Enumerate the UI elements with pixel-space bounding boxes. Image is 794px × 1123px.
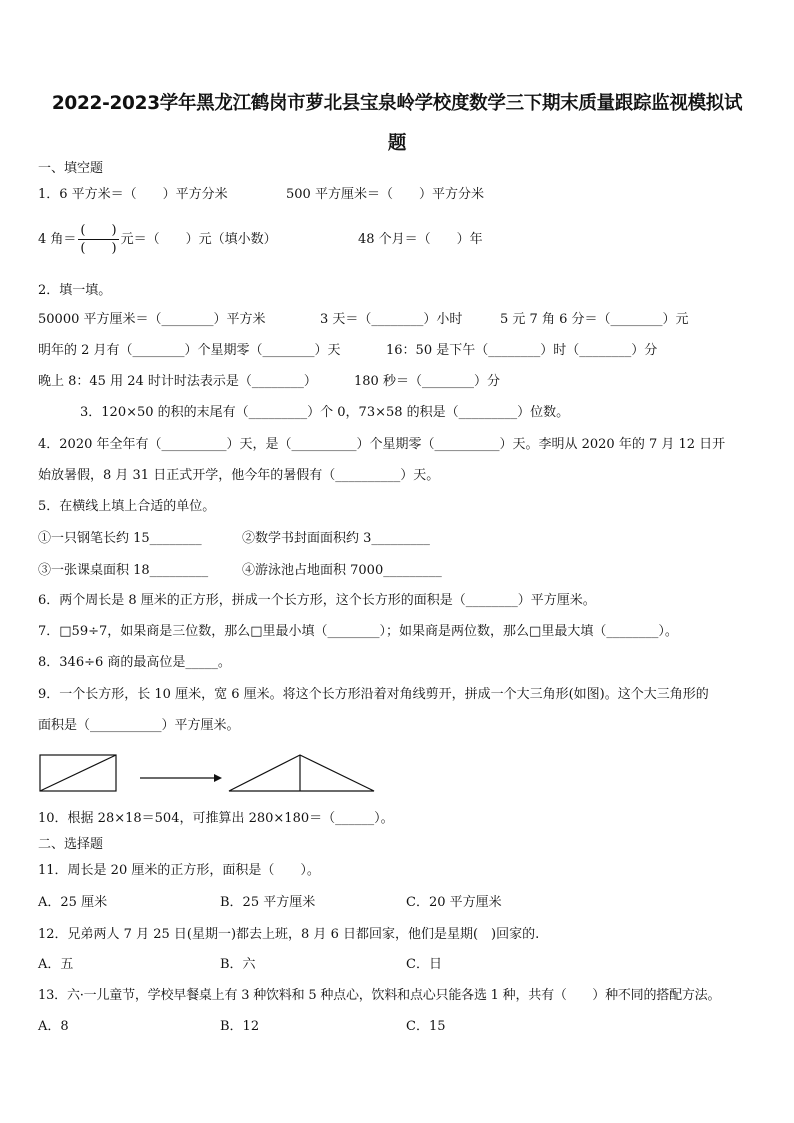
question-2-row-3 [38,373,500,391]
question-2a: 50000 平方厘米＝（________）平方米 [38,312,266,327]
fraction [78,222,118,257]
question-1b: 500 平方厘米＝（ ）平方分米 [286,187,484,202]
question-2-row-2 [38,342,658,360]
diagonal-line [40,755,116,791]
question-4-line-1: 4．2020 年全年有（__________）天，是（__________）个星期零（__________）天。李明从 2020 年的 7 月 12 日开 [38,437,726,452]
question-1d: 48 个月＝（ ）年 [358,232,483,247]
question-10: 10．根据 28×18＝504，可推算出 280×180＝（______）。 [38,811,394,826]
option-c: C．20 平方厘米 [406,895,502,910]
question-2g: 180 秒＝（________）分 [354,374,500,389]
question-12: 12．兄弟两人 7 月 25 日(星期一)都去上班，8 月 6 日都回家，他们是星期( )回家的. [38,927,540,942]
question-5-row-2 [38,562,442,580]
option-c: C．15 [406,1019,446,1034]
option-a: A．8 [38,1019,69,1034]
question-11-options [38,894,502,912]
question-5d: ④游泳池占地面积 7000_________ [242,563,442,578]
arrow-head-icon [214,774,222,782]
question-2f: 晚上 8：45 用 24 时计时法表示是（________） [38,374,317,389]
question-3: 3．120×50 的积的末尾有（_________）个 0，73×58 的积是（_________）位数。 [80,405,570,420]
section-fill-in-title: 一、填空题 [38,161,104,176]
question-1c-prefix: 4 角＝ [38,232,77,247]
fraction-denominator: ( ) [80,241,117,256]
question-2d: 明年的 2 月有（________）个星期零（________）天 [38,343,341,358]
question-2e: 16：50 是下午（________）时（________）分 [386,343,658,358]
question-9-line-2: 面积是（___________）平方厘米。 [38,718,240,733]
question-1c-suffix: 元＝（ ）元（填小数） [120,232,277,247]
question-13: 13．六·一儿童节，学校早餐桌上有 3 种饮料和 5 种点心，饮料和点心只能各选 1 种，共有（ ）种不同的搭配方法。 [38,988,721,1003]
question-2: 2．填一填。 [38,283,112,298]
question-9-figure [38,752,378,796]
page-title [40,84,754,164]
fraction-numerator: ( ) [80,223,117,238]
question-2-row-1 [38,311,689,329]
question-1a: 1．6 平方米＝（ ）平方分米 [38,187,228,202]
question-7: 7．□59÷7，如果商是三位数，那么□里最小填（________）；如果商是两位数，那么□里最大填（________）。 [38,624,678,639]
question-4-line-2: 始放暑假，8 月 31 日正式开学，他今年的暑假有（__________）天。 [38,468,440,483]
question-1-row-2 [38,222,483,258]
big-triangle-shape [229,755,374,791]
question-5b: ②数学书封面面积约 3_________ [242,531,430,546]
section-choice-title: 二、选择题 [38,837,104,852]
question-8: 8．346÷6 商的最高位是_____。 [38,655,231,670]
question-5c: ③一张课桌面积 18_________ [38,563,209,578]
question-2c: 5 元 7 角 6 分＝（________）元 [500,312,689,327]
question-5: 5．在横线上填上合适的单位。 [38,499,216,514]
title-line-1: 2022-2023学年黑龙江鹤岗市萝北县宝泉岭学校度数学三下期末质量跟踪监视模拟试 [51,93,743,114]
option-b: B．六 [220,957,256,972]
question-11: 11．周长是 20 厘米的正方形，面积是（ ）。 [38,863,320,878]
question-2b: 3 天＝（________）小时 [320,312,463,327]
option-a: A．25 厘米 [38,895,108,910]
option-a: A．五 [38,957,74,972]
question-9-line-1: 9．一个长方形，长 10 厘米，宽 6 厘米。将这个长方形沿着对角线剪开，拼成一个大三角形(如图)。这个大三角形的 [38,687,709,702]
question-1-row-1 [38,186,484,204]
title-line-2: 题 [387,133,407,154]
question-12-options [38,956,442,974]
option-c: C．日 [406,957,442,972]
question-6: 6．两个周长是 8 厘米的正方形，拼成一个长方形，这个长方形的面积是（________）平方厘米。 [38,593,596,608]
option-b: B．25 平方厘米 [220,895,316,910]
option-b: B．12 [220,1019,260,1034]
question-5-row-1 [38,530,430,548]
question-13-options [38,1018,446,1036]
question-5a: ①一只钢笔长约 15________ [38,531,202,546]
